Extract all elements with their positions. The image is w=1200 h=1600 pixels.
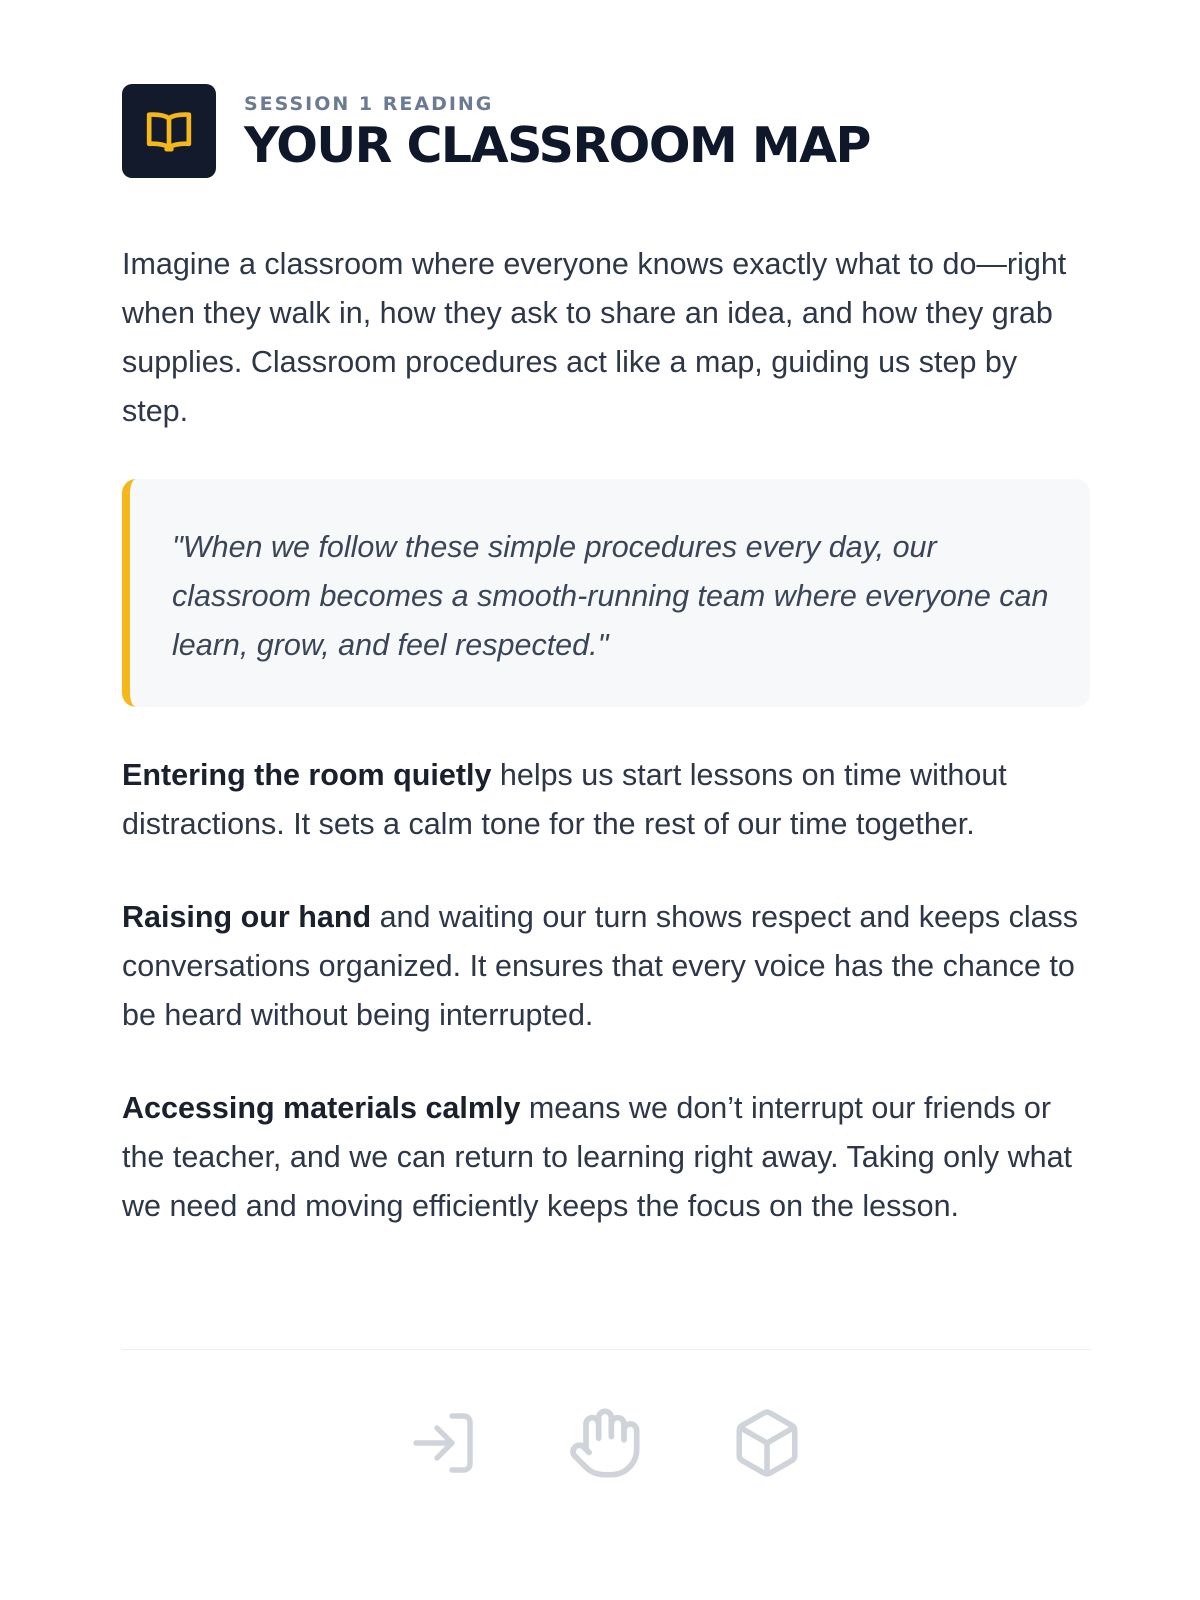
footer-icon-row [0, 1405, 1200, 1481]
raised-hand-icon [567, 1405, 643, 1481]
procedure-term: Accessing materials calmly [122, 1091, 521, 1125]
quote-text: "When we follow these simple procedures every day, our classroom becomes a smooth-running team where everyone can learn, grow, and feel respected." [172, 530, 1049, 662]
book-open-icon [122, 84, 216, 178]
header [122, 84, 1090, 178]
procedure-description: means we don’t interrupt our friends or the teacher, and we can return to learning right away. Taking only what we need and moving efficiently keeps the focus on the lesson. [122, 1091, 1073, 1223]
divider [122, 1349, 1091, 1350]
enter-icon [405, 1405, 481, 1481]
procedure-description: helps us start lessons on time without distractions. It sets a calm tone for the rest of our time together. [122, 758, 1007, 841]
page-title: YOUR CLASSROOM MAP [244, 117, 870, 175]
procedure-term: Entering the room quietly [122, 758, 492, 792]
procedure-description: and waiting our turn shows respect and keeps class conversations organized. It ensures that every voice has the chance to be heard without being interrupted. [122, 900, 1079, 1032]
procedure-paragraph-raising-hand [122, 893, 1082, 1040]
procedure-term: Raising our hand [122, 900, 372, 934]
procedure-paragraph-materials [122, 1084, 1082, 1231]
quote-callout [122, 479, 1090, 707]
session-eyebrow: SESSION 1 READING [244, 93, 494, 116]
intro-paragraph: Imagine a classroom where everyone knows exactly what to do—right when they walk in, how they ask to share an idea, and how they grab supplies. Classroom procedures act like a map, guiding us step by step. [122, 247, 1067, 428]
procedure-paragraph-entering [122, 751, 1082, 849]
box-icon [729, 1405, 805, 1481]
